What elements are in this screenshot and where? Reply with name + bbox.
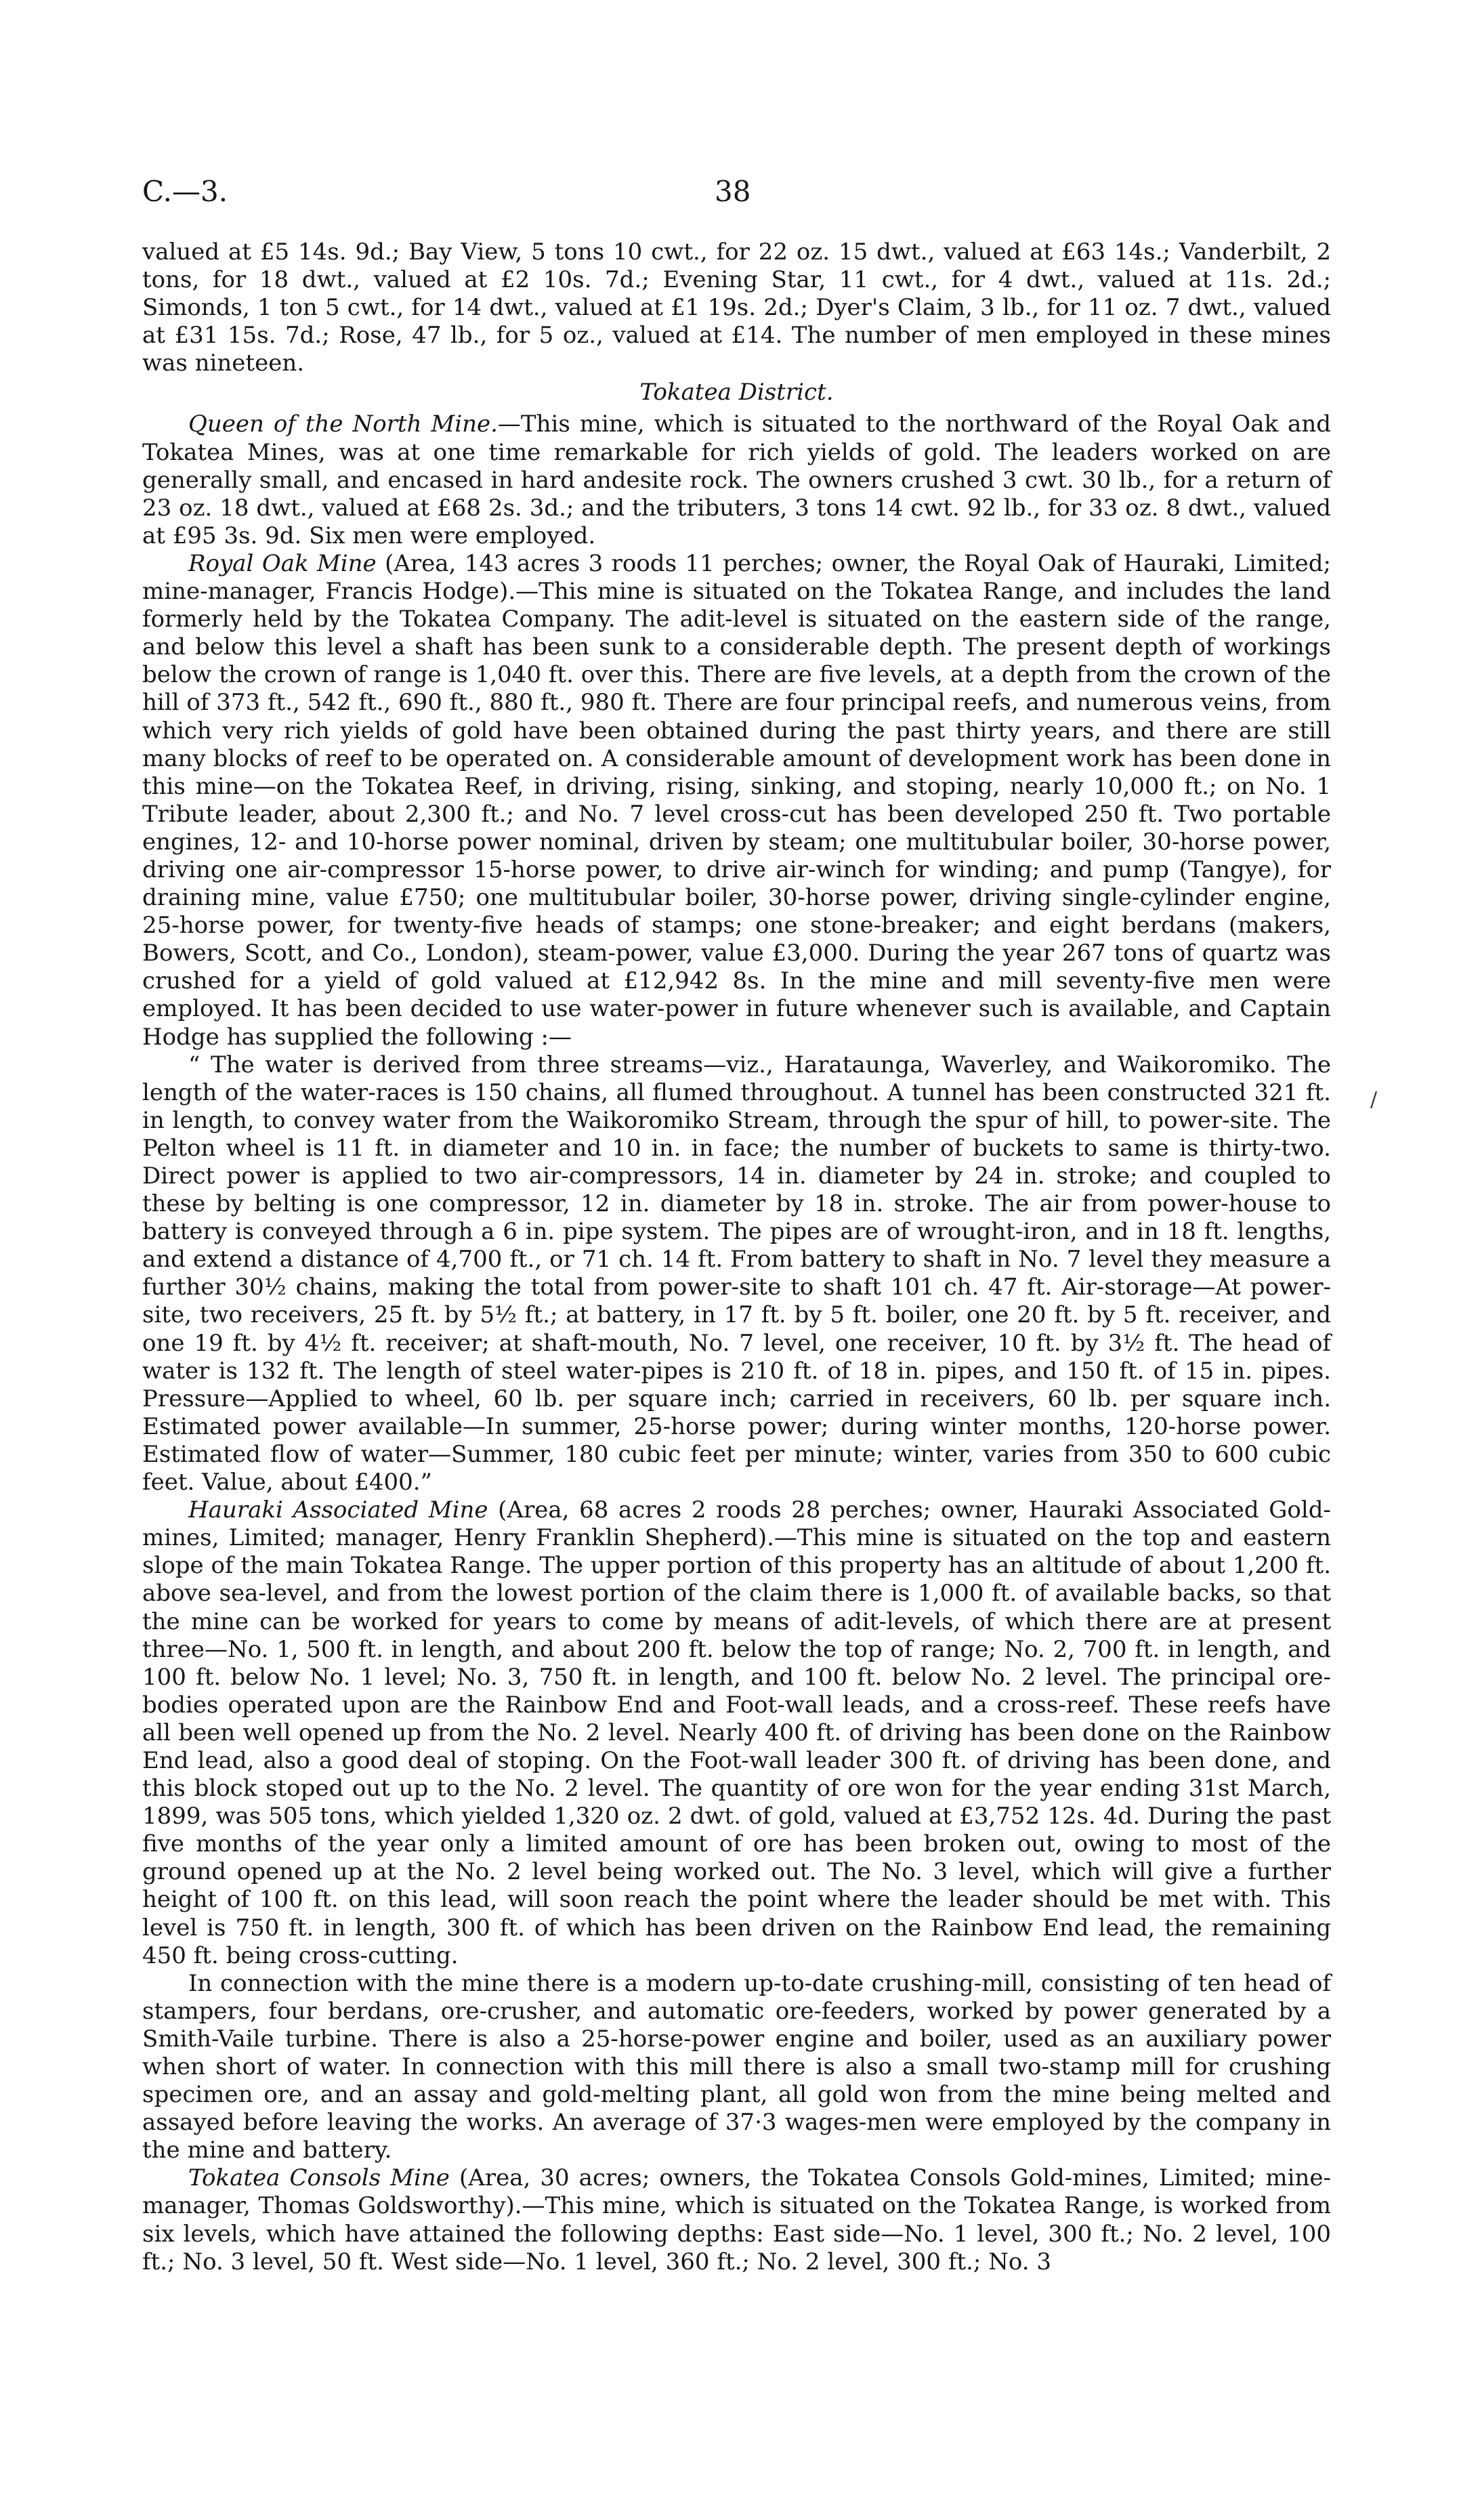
page-body	[142, 238, 1331, 2276]
page-header	[142, 175, 1331, 215]
document-reference: C.—3.	[142, 175, 228, 208]
tokatea-consols-paragraph	[142, 2164, 1331, 2275]
paragraph-text: —This mine, which is situated to the northward of the Royal Oak and Tokatea Mines, was at one time remarkable for rich yields of gold. The leaders worked on are generally small, and encased in hard andesite rock. The owners crushed 3 cwt. 30 lb., for a return of 23 oz. 18 dwt., valued at £68 2s. 3d.; and the tributers, 3 tons 14 cwt. 92 lb., for 33 oz. 8 dwt., valued at £95 3s. 9d. Six men were employed.	[142, 411, 1331, 549]
mine-title: Tokatea Consols Mine	[188, 2164, 450, 2192]
crushing-mill-paragraph: In connection with the mine there is a modern up-to-date crushing-mill, consisting of ten head of stampers, four berdans, ore-crusher, and automatic ore-feeders, worked by power generated by a Smith-Vaile turbine. There is also a 25-horse-power engine and boiler, used as an auxiliary power when short of water. In connection with this mill there is also a small two-stamp mill for crushing specimen ore, and an assay and gold-melting plant, all gold won from the mine being melted and assayed before leaving the works. An average of 37·3 wages-men were employed by the company in the mine and battery.	[142, 1969, 1331, 2164]
water-power-quote: “ The water is derived from three streams—viz., Harataunga, Waverley, and Waikoromiko. The length of the water-races is 150 chains, all flumed throughout. A tunnel has been constructed 321 ft. in length, to convey water from the Waikoromiko Stream, through the spur of hill, to power-site. The Pelton wheel is 11 ft. in diameter and 10 in. in face; the number of buckets to same is thirty-two. Direct power is applied to two air-compressors, 14 in. diameter by 24 in. stroke; and coupled to these by belting is one compressor, 12 in. diameter by 18 in. stroke. The air from power-house to battery is conveyed through a 6 in. pipe system. The pipes are of wrought-iron, and in 18 ft. lengths, and extend a distance of 4,700 ft., or 71 ch. 14 ft. From battery to shaft in No. 7 level they measure a further 30½ chains, making the total from power-site to shaft 101 ch. 47 ft. Air-storage—At power-site, two receivers, 25 ft. by 5½ ft.; at battery, in 17 ft. by 5 ft. boiler, one 20 ft. by 5 ft. receiver, and one 19 ft. by 4½ ft. receiver; at shaft-mouth, No. 7 level, one receiver, 10 ft. by 3½ ft. The head of water is 132 ft. The length of steel water-pipes is 210 ft. of 18 in. pipes, and 150 ft. of 15 in. pipes. Pressure—Applied to wheel, 60 lb. per square inch; carried in receivers, 60 lb. per square inch. Estimated power available—In summer, 25-horse power; during winter months, 120-horse power. Estimated flow of water—Summer, 180 cubic feet per minute; winter, varies from 350 to 600 cubic feet. Value, about £400.”	[142, 1051, 1331, 1496]
page-number: 38	[715, 175, 751, 208]
section-heading: Tokatea District.	[639, 379, 834, 406]
paragraph-text: (Area, 30 acres; owners, the Tokatea Consols Gold-mines, Limited; mine-manager, Thomas Goldsworthy).—This mine, which is situated on the Tokatea Range, is worked from six levels, which have attained the following depths: East side—No. 1 level, 300 ft.; No. 2 level, 100 ft.; No. 3 level, 50 ft. West side—No. 1 level, 360 ft.; No. 2 level, 300 ft.; No. 3	[142, 2164, 1331, 2275]
mine-title: Royal Oak Mine	[188, 549, 377, 577]
mine-title: Hauraki Associated Mine	[188, 1496, 488, 1524]
hauraki-associated-paragraph	[142, 1496, 1331, 1970]
paragraph-text: (Area, 143 acres 3 roods 11 perches; owner, the Royal Oak of Hauraki, Limited; mine-manager, Francis Hodge).—This mine is situated on the Tokatea Range, and includes the land formerly held by the Tokatea Company. The adit-level is situated on the eastern side of the range, and below this level a shaft has been sunk to a considerable depth. The present depth of workings below the crown of range is 1,040 ft. over this. There are five levels, at a depth from the crown of the hill of 373 ft., 542 ft., 690 ft., 880 ft., 980 ft. There are four principal reefs, and numerous veins, from which very rich yields of gold have been obtained during the past thirty years, and there are still many blocks of reef to be operated on. A considerable amount of development work has been done in this mine—on the Tokatea Reef, in driving, rising, sinking, and stoping, nearly 10,000 ft.; on No. 1 Tribute leader, about 2,300 ft.; and No. 7 level cross-cut has been developed 250 ft. Two portable engines, 12- and 10-horse power nominal, driven by steam; one multitubular boiler, 30-horse power, driving one air-compressor 15-horse power, to drive air-winch for winding; and pump (Tangye), for draining mine, value £750; one multitubular boiler, 30-horse power, driving single-cylinder engine, 25-horse power, for twenty-five heads of stamps; one stone-breaker; and eight berdans (makers, Bowers, Scott, and Co., London), steam-power, value £3,000. During the year 267 tons of quartz was crushed for a yield of gold valued at £12,942 8s. In the mine and mill seventy-five men were employed. It has been decided to use water-power in future whenever such is available, and Captain Hodge has supplied the following :—	[142, 549, 1331, 1051]
margin-mark: /	[1370, 1088, 1378, 1112]
royal-oak-paragraph	[142, 550, 1331, 1051]
queen-of-the-north-paragraph	[142, 411, 1331, 549]
mine-title: Queen of the North Mine.	[188, 411, 498, 438]
continuation-paragraph: valued at £5 14s. 9d.; Bay View, 5 tons 10 cwt., for 22 oz. 15 dwt., valued at £63 14s.; Vanderbilt, 2 tons, for 18 dwt., valued at £2 10s. 7d.; Evening Star, 11 cwt., for 4 dwt., valued at 11s. 2d.; Simonds, 1 ton 5 cwt., for 14 dwt., valued at £1 19s. 2d.; Dyer's Claim, 3 lb., for 11 oz. 7 dwt., valued at £31 15s. 7d.; Rose, 47 lb., for 5 oz., valued at £14. The number of men employed in these mines was nineteen.	[142, 238, 1331, 377]
paragraph-text: (Area, 68 acres 2 roods 28 perches; owner, Hauraki Associated Gold-mines, Limited; manager, Henry Franklin Shepherd).—This mine is situated on the top and eastern slope of the main Tokatea Range. The upper portion of this property has an altitude of about 1,200 ft. above sea-level, and from the lowest portion of the claim there is 1,000 ft. of available backs, so that the mine can be worked for years to come by means of adit-levels, of which there are at present three—No. 1, 500 ft. in length, and about 200 ft. below the top of range; No. 2, 700 ft. in length, and 100 ft. below No. 1 level; No. 3, 750 ft. in length, and 100 ft. below No. 2 level. The principal ore-bodies operated upon are the Rainbow End and Foot-wall leads, and a cross-reef. These reefs have all been well opened up from the No. 2 level. Nearly 400 ft. of driving has been done on the Rainbow End lead, also a good deal of stoping. On the Foot-wall leader 300 ft. of driving has been done, and this block stoped out up to the No. 2 level. The quantity of ore won for the year ending 31st March, 1899, was 505 tons, which yielded 1,320 oz. 2 dwt. of gold, valued at £3,752 12s. 4d. During the past five months of the year only a limited amount of ore has been broken out, owing to most of the ground opened up at the No. 2 level being worked out. The No. 3 level, which will give a further height of 100 ft. on this lead, will soon reach the point where the leader should be met with. This level is 750 ft. in length, 300 ft. of which has been driven on the Rainbow End lead, the remaining 450 ft. being cross-cutting.	[142, 1496, 1332, 1969]
